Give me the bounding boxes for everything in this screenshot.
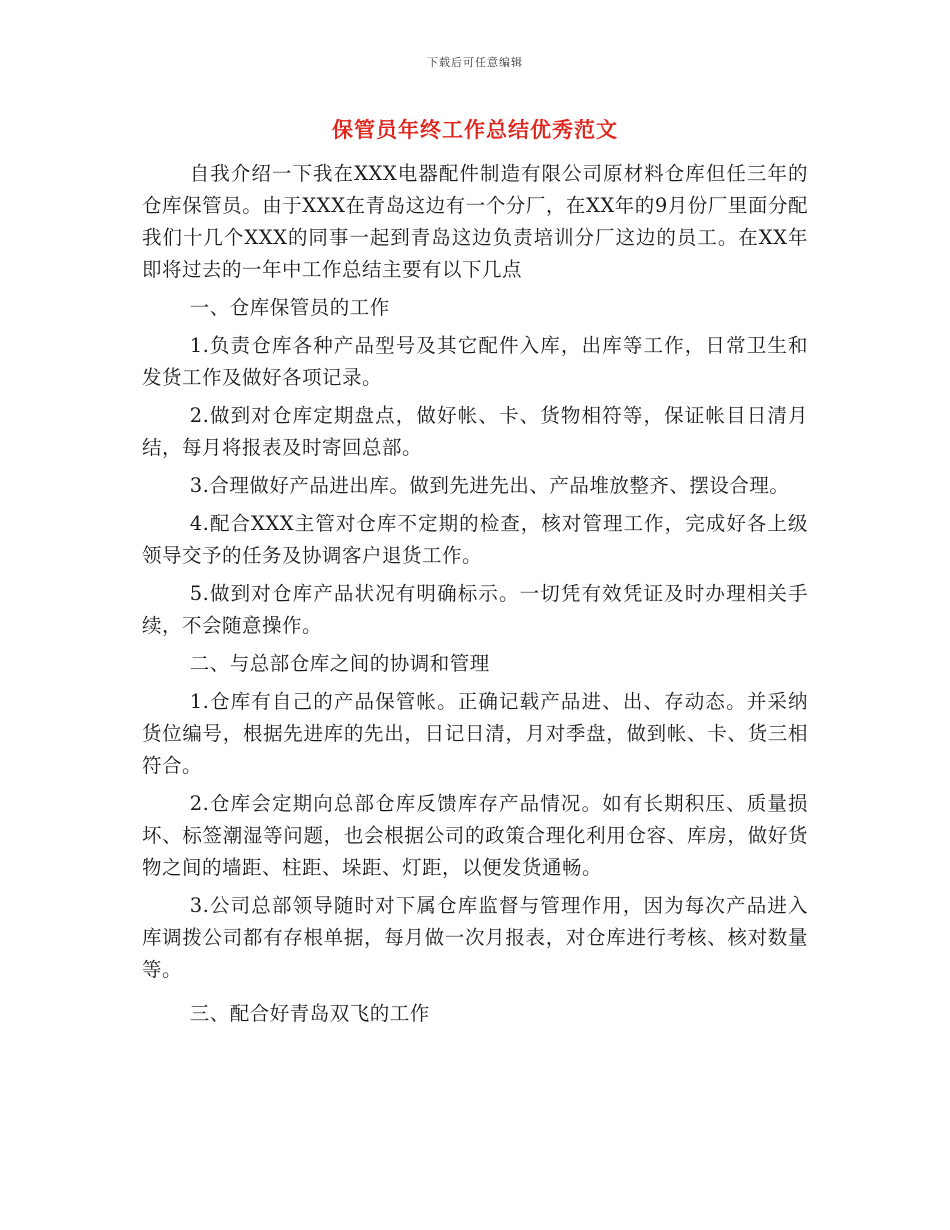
intro-paragraph: 自我介绍一下我在XXX电器配件制造有限公司原材料仓库但任三年的仓库保管员。由于XXX在青岛这边有一个分厂，在XX年的9月份厂里面分配我们十几个XXX的同事一起到青岛这边负责培训分厂这边的员工。在XX年即将过去的一年中工作总结主要有以下几点 xyxy=(142,162,808,281)
list-item: 1.负责仓库各种产品型号及其它配件入库，出库等工作，日常卫生和发货工作及做好各项记录。 xyxy=(142,334,808,389)
list-item: 4.配合XXX主管对仓库不定期的检查，核对管理工作，完成好各上级领导交予的任务及协调客户退货工作。 xyxy=(142,512,808,567)
section-heading-3: 三、配合好青岛双飞的工作 xyxy=(189,1002,430,1025)
document-title: 保管员年终工作总结优秀范文 xyxy=(332,117,618,142)
section-heading-1: 一、仓库保管员的工作 xyxy=(189,296,390,319)
list-item: 2.仓库会定期向总部仓库反馈库存产品情况。如有长期积压、质量损坏、标签潮湿等问题，也会根据公司的政策合理化利用仓容、库房，做好货物之间的墙距、柱距、垛距、灯距，以便发货通畅。 xyxy=(142,792,808,879)
document-body xyxy=(142,158,808,1030)
list-item: 1.仓库有自己的产品保管帐。正确记载产品进、出、存动态。并采纳货位编号，根据先进库的先出，日记日清，月对季盘，做到帐、卡、货三相符合。 xyxy=(142,690,808,777)
header-note: 下载后可任意编辑 xyxy=(427,56,523,69)
list-item: 2.做到对仓库定期盘点，做好帐、卡、货物相符等，保证帐目日清月结，每月将报表及时寄回总部。 xyxy=(142,404,808,459)
section-heading-2: 二、与总部仓库之间的协调和管理 xyxy=(189,652,490,675)
list-item: 3.公司总部领导随时对下属仓库监督与管理作用，因为每次产品进入库调拨公司都有存根单据，每月做一次月报表，对仓库进行考核、核对数量等。 xyxy=(142,894,808,981)
list-item: 5.做到对仓库产品状况有明确标示。一切凭有效凭证及时办理相关手续，不会随意操作。 xyxy=(142,582,808,637)
list-item: 3.合理做好产品进出库。做到先进先出、产品堆放整齐、摆设合理。 xyxy=(189,474,790,497)
